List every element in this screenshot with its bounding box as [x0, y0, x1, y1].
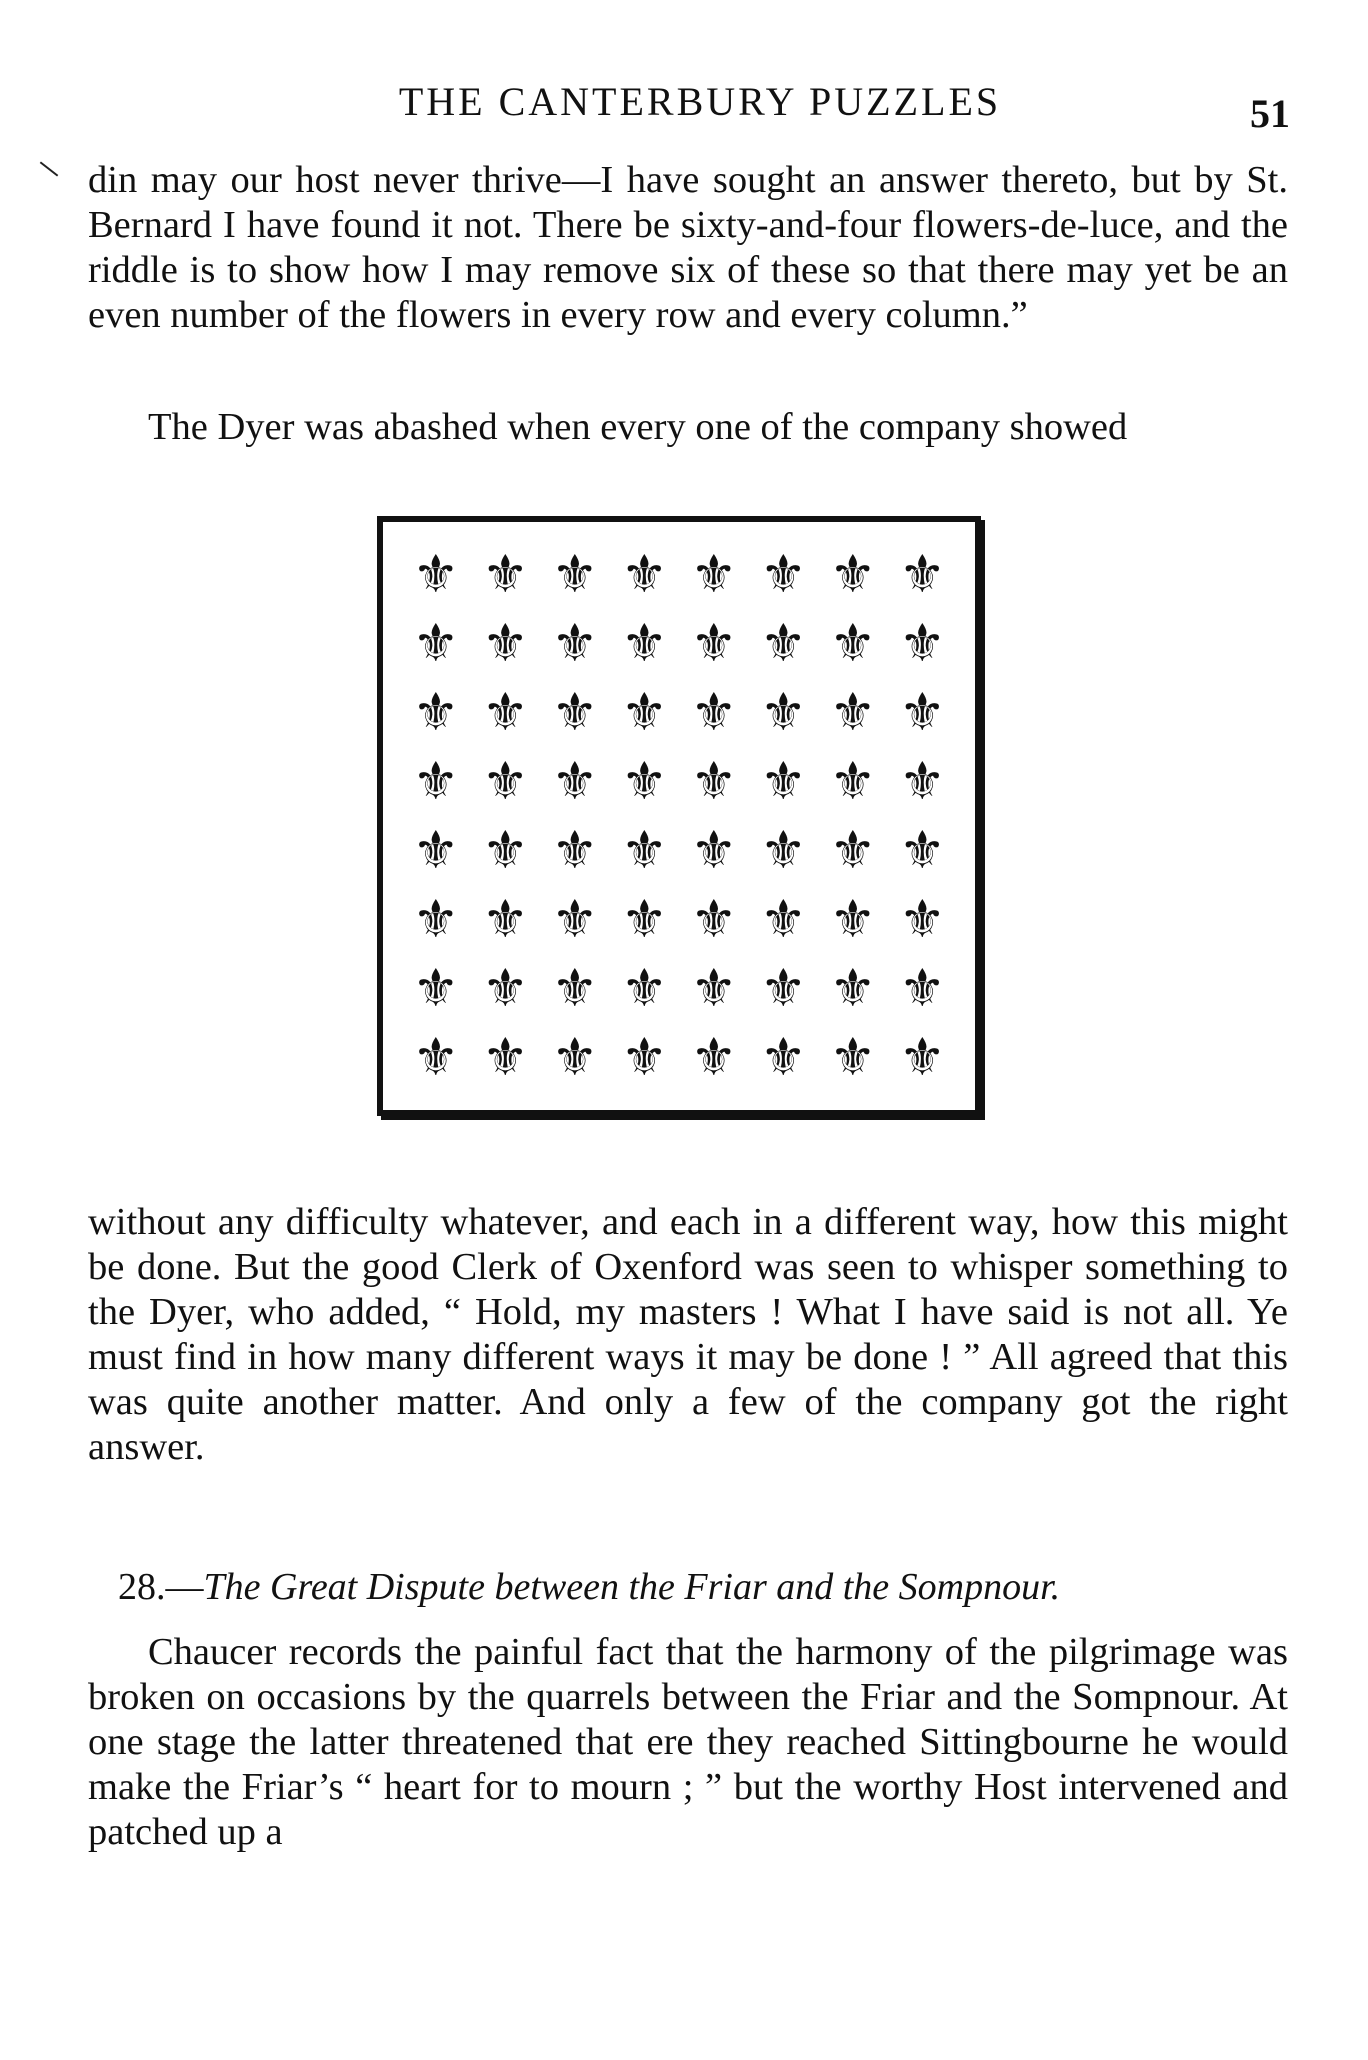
fleur-de-lis-icon: ⚜: [690, 889, 738, 950]
fleur-de-lis-icon: ⚜: [690, 544, 738, 605]
paragraph-dyer-abashed: The Dyer was abashed when every one of the company showed: [148, 406, 1128, 448]
running-title: THE CANTERBURY PUZZLES: [398, 79, 1002, 124]
fleur-de-lis-icon: ⚜: [551, 544, 599, 605]
fleur-de-lis-icon: ⚜: [481, 613, 529, 674]
paragraph-dyer-riddle: din may our host never thrive—I have sought an answer thereto, but by St. Bernard I have found it not. There be sixty-and-four flowers-de-luce, and the riddle is to show how I may remove six of these so that there may yet be an even number of the flowers in every row and every column.”: [88, 159, 1288, 336]
fleur-de-lis-icon: ⚜: [620, 682, 668, 743]
fleur-de-lis-figure: [377, 516, 981, 1116]
fleur-de-lis-icon: ⚜: [620, 958, 668, 1019]
fleur-de-lis-icon: ⚜: [412, 751, 460, 812]
fleur-de-lis-icon: ⚜: [412, 820, 460, 881]
fleur-de-lis-icon: ⚜: [759, 820, 807, 881]
fleur-de-lis-icon: ⚜: [759, 751, 807, 812]
fleur-de-lis-icon: ⚜: [898, 958, 946, 1019]
fleur-de-lis-icon: ⚜: [690, 958, 738, 1019]
fleur-de-lis-icon: ⚜: [481, 544, 529, 605]
section-title: The Great Dispute between the Friar and the Sompnour.: [203, 1566, 1061, 1608]
fleur-de-lis-icon: ⚜: [759, 682, 807, 743]
fleur-de-lis-icon: ⚜: [620, 751, 668, 812]
section-number: 28.—: [118, 1566, 204, 1608]
fleur-de-lis-icon: ⚜: [551, 751, 599, 812]
page-header: [0, 78, 1368, 138]
fleur-de-lis-icon: ⚜: [829, 820, 877, 881]
fleur-de-lis-icon: ⚜: [898, 682, 946, 743]
fleur-de-lis-icon: ⚜: [481, 751, 529, 812]
fleur-de-lis-icon: ⚜: [412, 889, 460, 950]
fleur-de-lis-icon: ⚜: [759, 958, 807, 1019]
fleur-de-lis-icon: ⚜: [829, 544, 877, 605]
fleur-de-lis-icon: ⚜: [551, 682, 599, 743]
fleur-de-lis-icon: ⚜: [829, 1027, 877, 1088]
fleur-de-lis-icon: ⚜: [412, 1027, 460, 1088]
fleur-de-lis-icon: ⚜: [412, 682, 460, 743]
fleur-de-lis-icon: ⚜: [690, 682, 738, 743]
fleur-de-lis-icon: ⚜: [759, 1027, 807, 1088]
fleur-de-lis-icon: ⚜: [690, 1027, 738, 1088]
fleur-de-lis-icon: ⚜: [481, 820, 529, 881]
fleur-de-lis-icon: ⚜: [759, 544, 807, 605]
paragraph-clerk-whisper: without any difficulty whatever, and each in a different way, how this might be done. But the good Clerk of Oxenford was seen to whisper something to the Dyer, who added, “ Hold, my masters ! What I have said is not all. Ye must find in how many different ways it may be done ! ” All agreed that this was quite another matter. And only a few of the company got the right answer.: [88, 1201, 1288, 1468]
fleur-de-lis-icon: ⚜: [898, 889, 946, 950]
fleur-de-lis-icon: ⚜: [829, 682, 877, 743]
fleur-de-lis-icon: ⚜: [829, 751, 877, 812]
section-heading: [118, 1565, 1298, 1609]
fleur-de-lis-icon: ⚜: [412, 613, 460, 674]
fleur-de-lis-icon: ⚜: [620, 820, 668, 881]
fleur-de-lis-icon: ⚜: [412, 544, 460, 605]
fleur-de-lis-icon: ⚜: [481, 1027, 529, 1088]
fleur-de-lis-icon: ⚜: [829, 889, 877, 950]
fleur-de-lis-icon: ⚜: [551, 1027, 599, 1088]
stray-mark: [40, 161, 59, 176]
fleur-de-lis-icon: ⚜: [481, 889, 529, 950]
fleur-de-lis-icon: ⚜: [551, 889, 599, 950]
paragraph-friar-sompnour: Chaucer records the painful fact that the harmony of the pilgrimage was broken on occasions by the quarrels between the Friar and the Sompnour. At one stage the latter threatened that ere they reached Sittingbourne he would make the Friar’s “ heart for to mourn ; ” but the worthy Host intervened and patched up a: [88, 1631, 1288, 1853]
fleur-de-lis-icon: ⚜: [829, 613, 877, 674]
fleur-de-lis-icon: ⚜: [481, 682, 529, 743]
fleur-de-lis-icon: ⚜: [898, 820, 946, 881]
page-number: 51: [1250, 91, 1290, 136]
fleur-de-lis-icon: ⚜: [690, 820, 738, 881]
fleur-de-lis-icon: ⚜: [898, 613, 946, 674]
fleur-de-lis-icon: ⚜: [759, 613, 807, 674]
fleur-de-lis-icon: ⚜: [898, 1027, 946, 1088]
fleur-de-lis-icon: ⚜: [690, 751, 738, 812]
fleur-de-lis-icon: ⚜: [551, 613, 599, 674]
fleur-de-lis-icon: ⚜: [620, 544, 668, 605]
fleur-de-lis-icon: ⚜: [551, 820, 599, 881]
fleur-de-lis-icon: ⚜: [412, 958, 460, 1019]
fleur-de-lis-grid: [401, 540, 957, 1092]
fleur-de-lis-icon: ⚜: [551, 958, 599, 1019]
fleur-de-lis-icon: ⚜: [481, 958, 529, 1019]
fleur-de-lis-icon: ⚜: [620, 613, 668, 674]
fleur-de-lis-icon: ⚜: [690, 613, 738, 674]
fleur-de-lis-icon: ⚜: [898, 751, 946, 812]
fleur-de-lis-icon: ⚜: [759, 889, 807, 950]
fleur-de-lis-icon: ⚜: [898, 544, 946, 605]
fleur-de-lis-icon: ⚜: [829, 958, 877, 1019]
fleur-de-lis-icon: ⚜: [620, 889, 668, 950]
fleur-de-lis-icon: ⚜: [620, 1027, 668, 1088]
